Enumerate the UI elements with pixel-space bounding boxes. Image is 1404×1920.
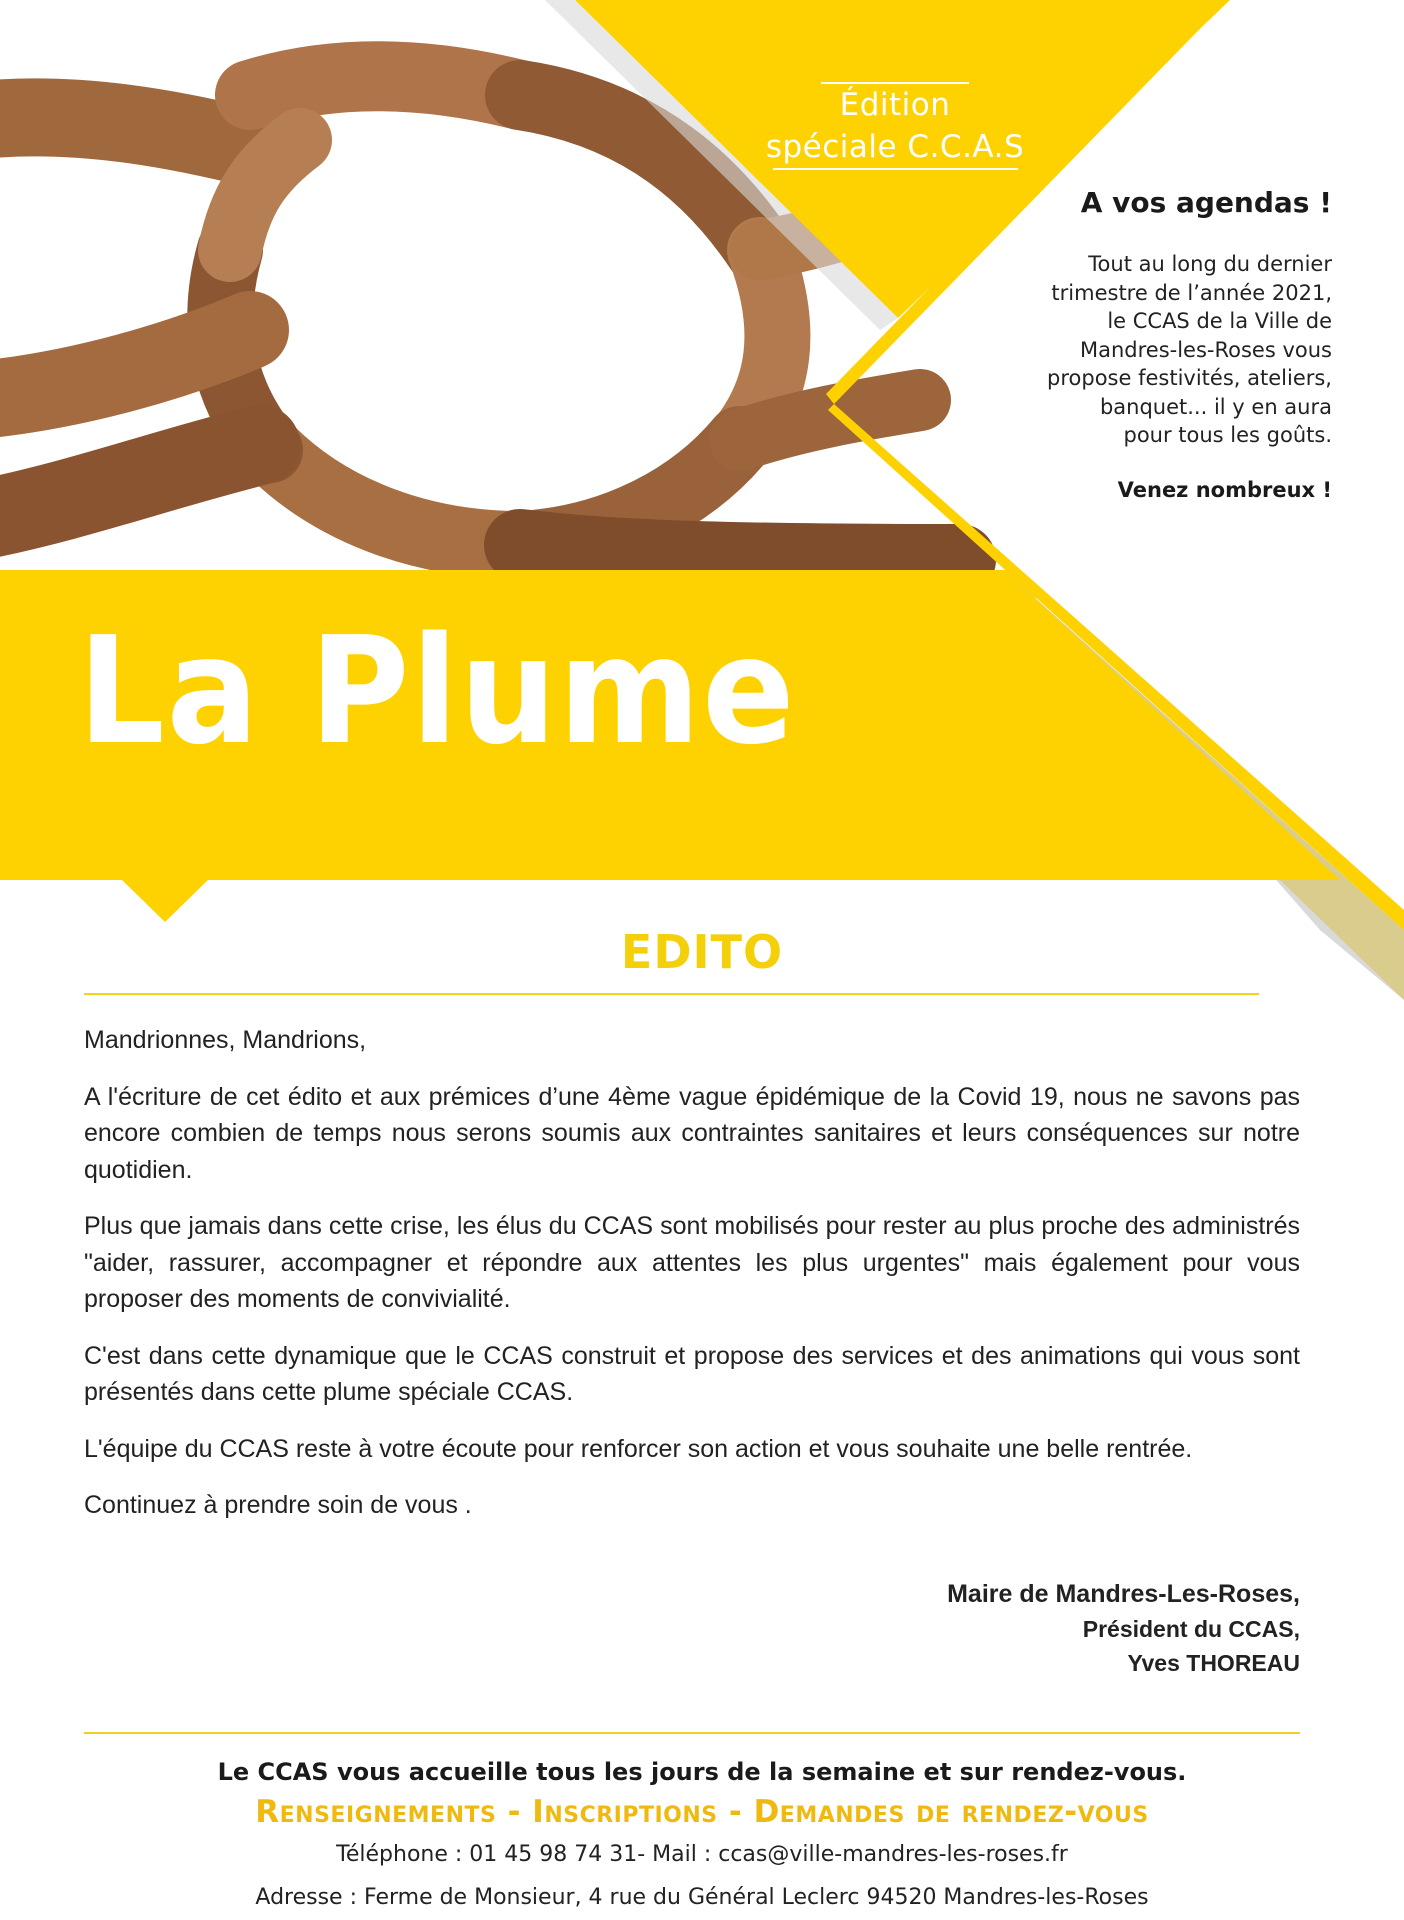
paragraph: Continuez à prendre soin de vous . (84, 1491, 472, 1519)
footer-welcome: Le CCAS vous accueille tous les jours de la semaine et sur rendez-vous. (217, 1758, 1187, 1786)
agenda-title: A vos agendas ! (1080, 186, 1332, 219)
agenda-line: trimestre de l’année 2021, (1051, 280, 1332, 305)
agenda-line: le CCAS de la Ville de (1107, 309, 1332, 333)
agenda-line: Tout au long du dernier (1088, 252, 1332, 276)
edito-body (84, 1022, 1300, 1544)
section-divider (84, 993, 1259, 995)
edition-rule-bottom (773, 168, 1018, 170)
signature (947, 1576, 1300, 1680)
greeting: Mandrionnes, Mandrions, (84, 1026, 367, 1054)
section-heading: EDITO (620, 925, 784, 979)
agenda-cta: Venez nombreux ! (1117, 478, 1332, 502)
newsletter-title: La Plume (78, 605, 797, 777)
agenda-text (972, 250, 1332, 450)
paragraph: Plus que jamais dans cette crise, les élus du CCAS sont mobilisés pour rester au plus proche des administrés "aider, rassurer, accompagner et répondre aux attentes les plus urgentes" mais également pour vous proposer des moments de convivialité. (84, 1212, 1300, 1313)
paragraph: L'équipe du CCAS reste à votre écoute pour renforcer son action et vous souhaite une belle rentrée. (84, 1434, 1193, 1463)
agenda-line: pour tous les goûts. (1123, 423, 1332, 447)
footer-services: Renseignements - Inscriptions - Demandes de rendez-vous (255, 1794, 1149, 1830)
footer-address: Adresse : Ferme de Monsieur, 4 rue du Général Leclerc 94520 Mandres-les-Roses (255, 1885, 1149, 1910)
signature-line1: Maire de Mandres-Les-Roses, (947, 1580, 1300, 1608)
footer-divider (84, 1732, 1300, 1734)
signature-line2: Président du CCAS, (1082, 1616, 1300, 1642)
signature-line3: Yves THOREAU (1127, 1650, 1300, 1676)
edition-line1: Édition (839, 87, 951, 123)
paragraph: C'est dans cette dynamique que le CCAS construit et propose des services et des animations qui vous sont présentés dans cette plume spéciale CCAS. (84, 1341, 1300, 1406)
edition-line2: spéciale C.C.A.S (765, 129, 1025, 165)
footer-contact: Téléphone : 01 45 98 74 31- Mail : ccas@ville-mandres-les-roses.fr (336, 1842, 1068, 1867)
agenda-line: propose festivités, ateliers, (1047, 366, 1332, 390)
edition-badge (760, 82, 1030, 170)
agenda-line: banquet... il y en aura (1099, 394, 1332, 419)
paragraph: A l'écriture de cet édito et aux prémices d’une 4ème vague épidémique de la Covid 19, nous ne savons pas encore combien de temps nous serons soumis aux contraintes sanitaires et leurs conséquences sur notre quotidien. (84, 1082, 1300, 1184)
agenda-line: Mandres-les-Roses vous (1079, 337, 1332, 362)
